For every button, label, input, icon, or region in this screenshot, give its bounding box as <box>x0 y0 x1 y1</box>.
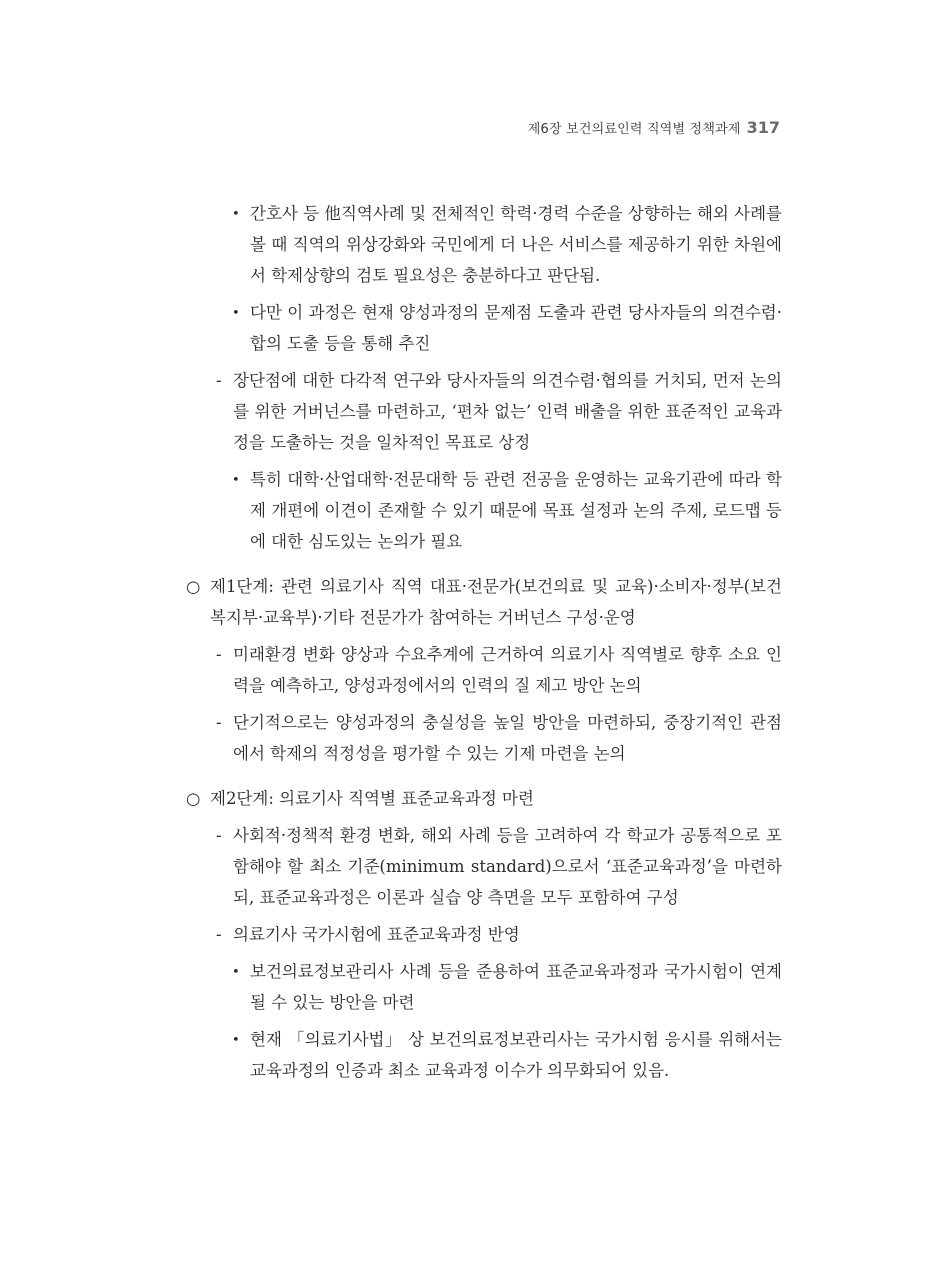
bullet-marker: • <box>232 207 240 222</box>
bullet-marker: • <box>232 965 240 980</box>
circle-marker: ○ <box>186 789 201 808</box>
dash-text: 단기적으로는 양성과정의 충실성을 높일 방안을 마련하되, 중장기적인 관점에서 학제의 적정성을 평가할 수 있는 기제 마련을 논의 <box>233 713 782 763</box>
bullet-item <box>232 464 782 557</box>
bullet-text: 보건의료정보관리사 사례 등을 준용하여 표준교육과정과 국가시험이 연계될 수 있는 방안을 마련 <box>250 962 782 1012</box>
dash-text: 사회적·정책적 환경 변화, 해외 사례 등을 고려하여 각 학교가 공통적으로 포함해야 할 최소 기준(minimum standard)으로서 ‘표준교육과정’을 마련하되, 표준교육과정은 이론과 실습 양 측면을 모두 포함하여 구성 <box>233 826 782 907</box>
dash-item <box>216 707 782 769</box>
dash-text: 장단점에 대한 다각적 연구와 당사자들의 의견수렴·협의를 거치되, 먼저 논의를 위한 거버넌스를 마련하고, ‘편차 없는’ 인력 배출을 위한 표준적인 교육과정을 도출하는 것을 일차적인 목표로 상정 <box>233 371 782 452</box>
bullet-text: 현재 「의료기사법」 상 보건의료정보관리사는 국가시험 응시를 위해서는 교육과정의 인증과 최소 교육과정 이수가 의무화되어 있음. <box>250 1030 782 1080</box>
circle-item <box>186 783 782 814</box>
dash-marker: - <box>216 713 222 732</box>
bullet-item <box>232 956 782 1018</box>
chapter-title: 제6장 보건의료인력 직역별 정책과제 <box>527 122 741 137</box>
bullet-item <box>232 1024 782 1086</box>
dash-marker: - <box>216 645 222 664</box>
circle-text: 제1단계: 관련 의료기사 직역 대표·전문가(보건의료 및 교육)·소비자·정부(보건복지부·교육부)·기타 전문가가 참여하는 거버넌스 구성·운영 <box>210 577 782 627</box>
bullet-text: 다만 이 과정은 현재 양성과정의 문제점 도출과 관련 당사자들의 의견수렴·합의 도출 등을 통해 추진 <box>250 303 782 353</box>
dash-text: 미래환경 변화 양상과 수요추계에 근거하여 의료기사 직역별로 향후 소요 인력을 예측하고, 양성과정에서의 인력의 질 제고 방안 논의 <box>233 645 782 695</box>
bullet-marker: • <box>232 306 240 321</box>
dash-item <box>216 919 782 950</box>
circle-text: 제2단계: 의료기사 직역별 표준교육과정 마련 <box>210 789 534 808</box>
bullet-item <box>232 297 782 359</box>
bullet-marker: • <box>232 1033 240 1048</box>
dash-item <box>216 365 782 458</box>
circle-marker: ○ <box>186 577 201 596</box>
bullet-marker: • <box>232 473 240 488</box>
bullet-text: 간호사 등 他직역사례 및 전체적인 학력·경력 수준을 상향하는 해외 사례를 볼 때 직역의 위상강화와 국민에게 더 나은 서비스를 제공하기 위한 차원에서 학제상향의 검토 필요성은 충분하다고 판단됨. <box>250 204 782 285</box>
page-number: 317 <box>746 118 780 137</box>
bullet-item <box>232 198 782 291</box>
dash-text: 의료기사 국가시험에 표준교육과정 반영 <box>233 925 520 944</box>
body-text <box>186 198 782 1086</box>
dash-item <box>216 820 782 913</box>
bullet-text: 특히 대학·산업대학·전문대학 등 관련 전공을 운영하는 교육기관에 따라 학제 개편에 이견이 존재할 수 있기 때문에 목표 설정과 논의 주제, 로드맵 등에 대한 심도있는 논의가 필요 <box>250 470 782 551</box>
running-header <box>528 118 780 137</box>
dash-item <box>216 639 782 701</box>
dash-marker: - <box>216 925 222 944</box>
circle-item <box>186 571 782 633</box>
dash-marker: - <box>216 826 222 845</box>
dash-marker: - <box>216 371 222 390</box>
